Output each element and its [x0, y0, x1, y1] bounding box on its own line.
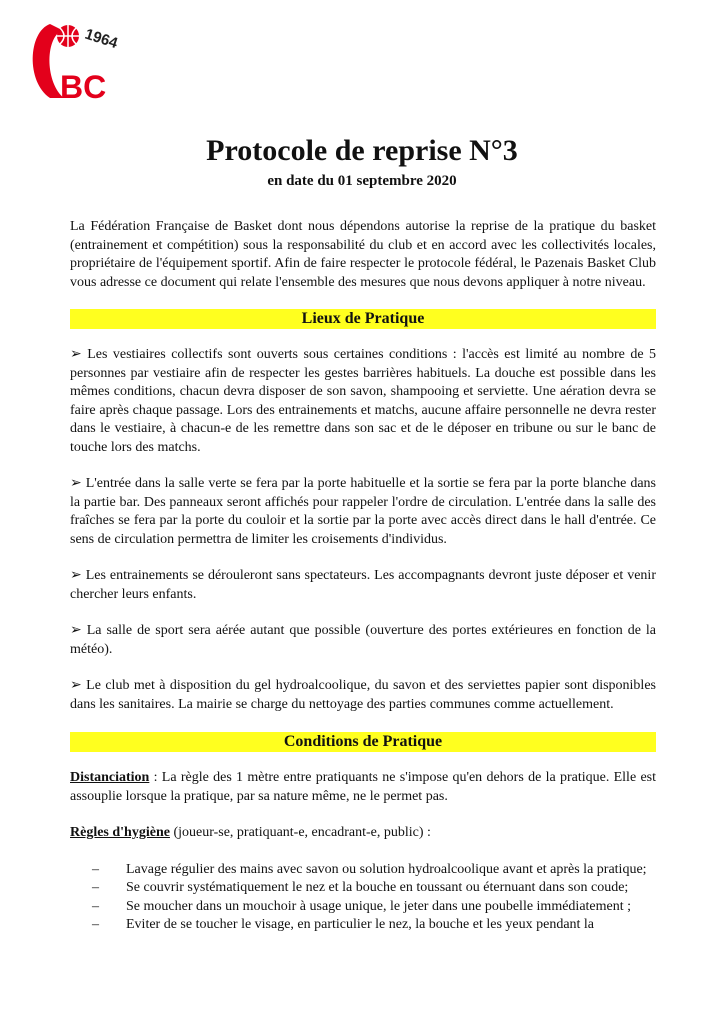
list-item: – Eviter de se toucher le visage, en particulier le nez, la bouche et les yeux pendant la: [70, 916, 656, 935]
list-item: – Lavage régulier des mains avec savon ou solution hydroalcoolique avant et après la pratique;: [70, 861, 656, 880]
paragraph-vestiaires: ➢ Les vestiaires collectifs sont ouverts sous certaines conditions : l'accès est limité au nombre de 5 personnes par vestiaire afin de respecter les gestes barrières habituels. La douche est possible dans les mêmes conditions, chacun devra disposer de son savon, shampooing et serviette. Une aération devra se faire après chaque passage. Lors des entrainements et matchs, aucune affaire personnelle ne devra rester dans le vestiaire, à chacun-e de les remettre dans son sac et de le déposer en tribune ou sur le banc de touche lors des matchs.: [70, 346, 656, 457]
page-title: Protocole de reprise N°3: [206, 134, 518, 167]
distanciation-label: Distanciation: [70, 770, 150, 785]
logo-year: 1964: [82, 25, 120, 53]
section-heading-lieux: Lieux de Pratique: [70, 309, 656, 329]
section-heading-conditions: Conditions de Pratique: [70, 732, 656, 752]
list-item: – Se couvrir systématiquement le nez et la bouche en toussant ou éternuant dans son coude;: [70, 879, 656, 898]
hygiene-label: Règles d'hygiène: [70, 825, 170, 840]
hygiene-heading: [70, 824, 656, 843]
distanciation-text: : La règle des 1 mètre entre pratiquants ne s'impose qu'en dehors de la pratique. Elle est assouplie lorsque la pratique, par sa nature même, ne le permet pas.: [70, 770, 656, 804]
distanciation-paragraph: [70, 769, 656, 806]
club-logo: [20, 10, 120, 110]
intro-paragraph: La Fédération Française de Basket dont nous dépendons autorise la reprise de la pratique du basket (entrainement et compétition) sous la responsabilité du club et en accord avec les collectivités locales, propriétaire de l'équipement sportif. Afin de faire respecter le protocole fédéral, le Pazenais Basket Club vous adresse ce document qui relate l'ensemble des mesures que nous devons appliquer à notre niveau.: [70, 219, 656, 290]
document-body: [70, 218, 656, 935]
paragraph-spectateurs: ➢ Les entrainements se dérouleront sans spectateurs. Les accompagnants devront juste déposer et venir chercher leurs enfants.: [70, 567, 656, 604]
logo-letters: BC: [60, 69, 107, 105]
list-item: – Se moucher dans un mouchoir à usage unique, le jeter dans une poubelle immédiatement ;: [70, 898, 656, 917]
page-subtitle: en date du 01 septembre 2020: [267, 173, 457, 189]
hygiene-list: [70, 861, 656, 935]
hygiene-text: (joueur-se, pratiquant-e, encadrant-e, public) :: [169, 825, 431, 840]
paragraph-circulation: ➢ L'entrée dans la salle verte se fera par la porte habituelle et la sortie se fera par la porte blanche dans la partie bar. Des panneaux seront affichés pour rappeler l'ordre de circulation. L'entrée dans la salle des fraîches se fera par la porte du couloir et la sortie par la porte avec accès direct dans le hall d'entrée. Ce sens de circulation permettra de limiter les croisements d'individus.: [70, 475, 656, 549]
paragraph-aeration: ➢ La salle de sport sera aérée autant que possible (ouverture des portes extérieures en fonction de la météo).: [70, 622, 656, 659]
paragraph-gel: ➢ Le club met à disposition du gel hydroalcoolique, du savon et des serviettes papier sont disponibles dans les sanitaires. La mairie se charge du nettoyage des parties communes comme actuellement.: [70, 677, 656, 714]
